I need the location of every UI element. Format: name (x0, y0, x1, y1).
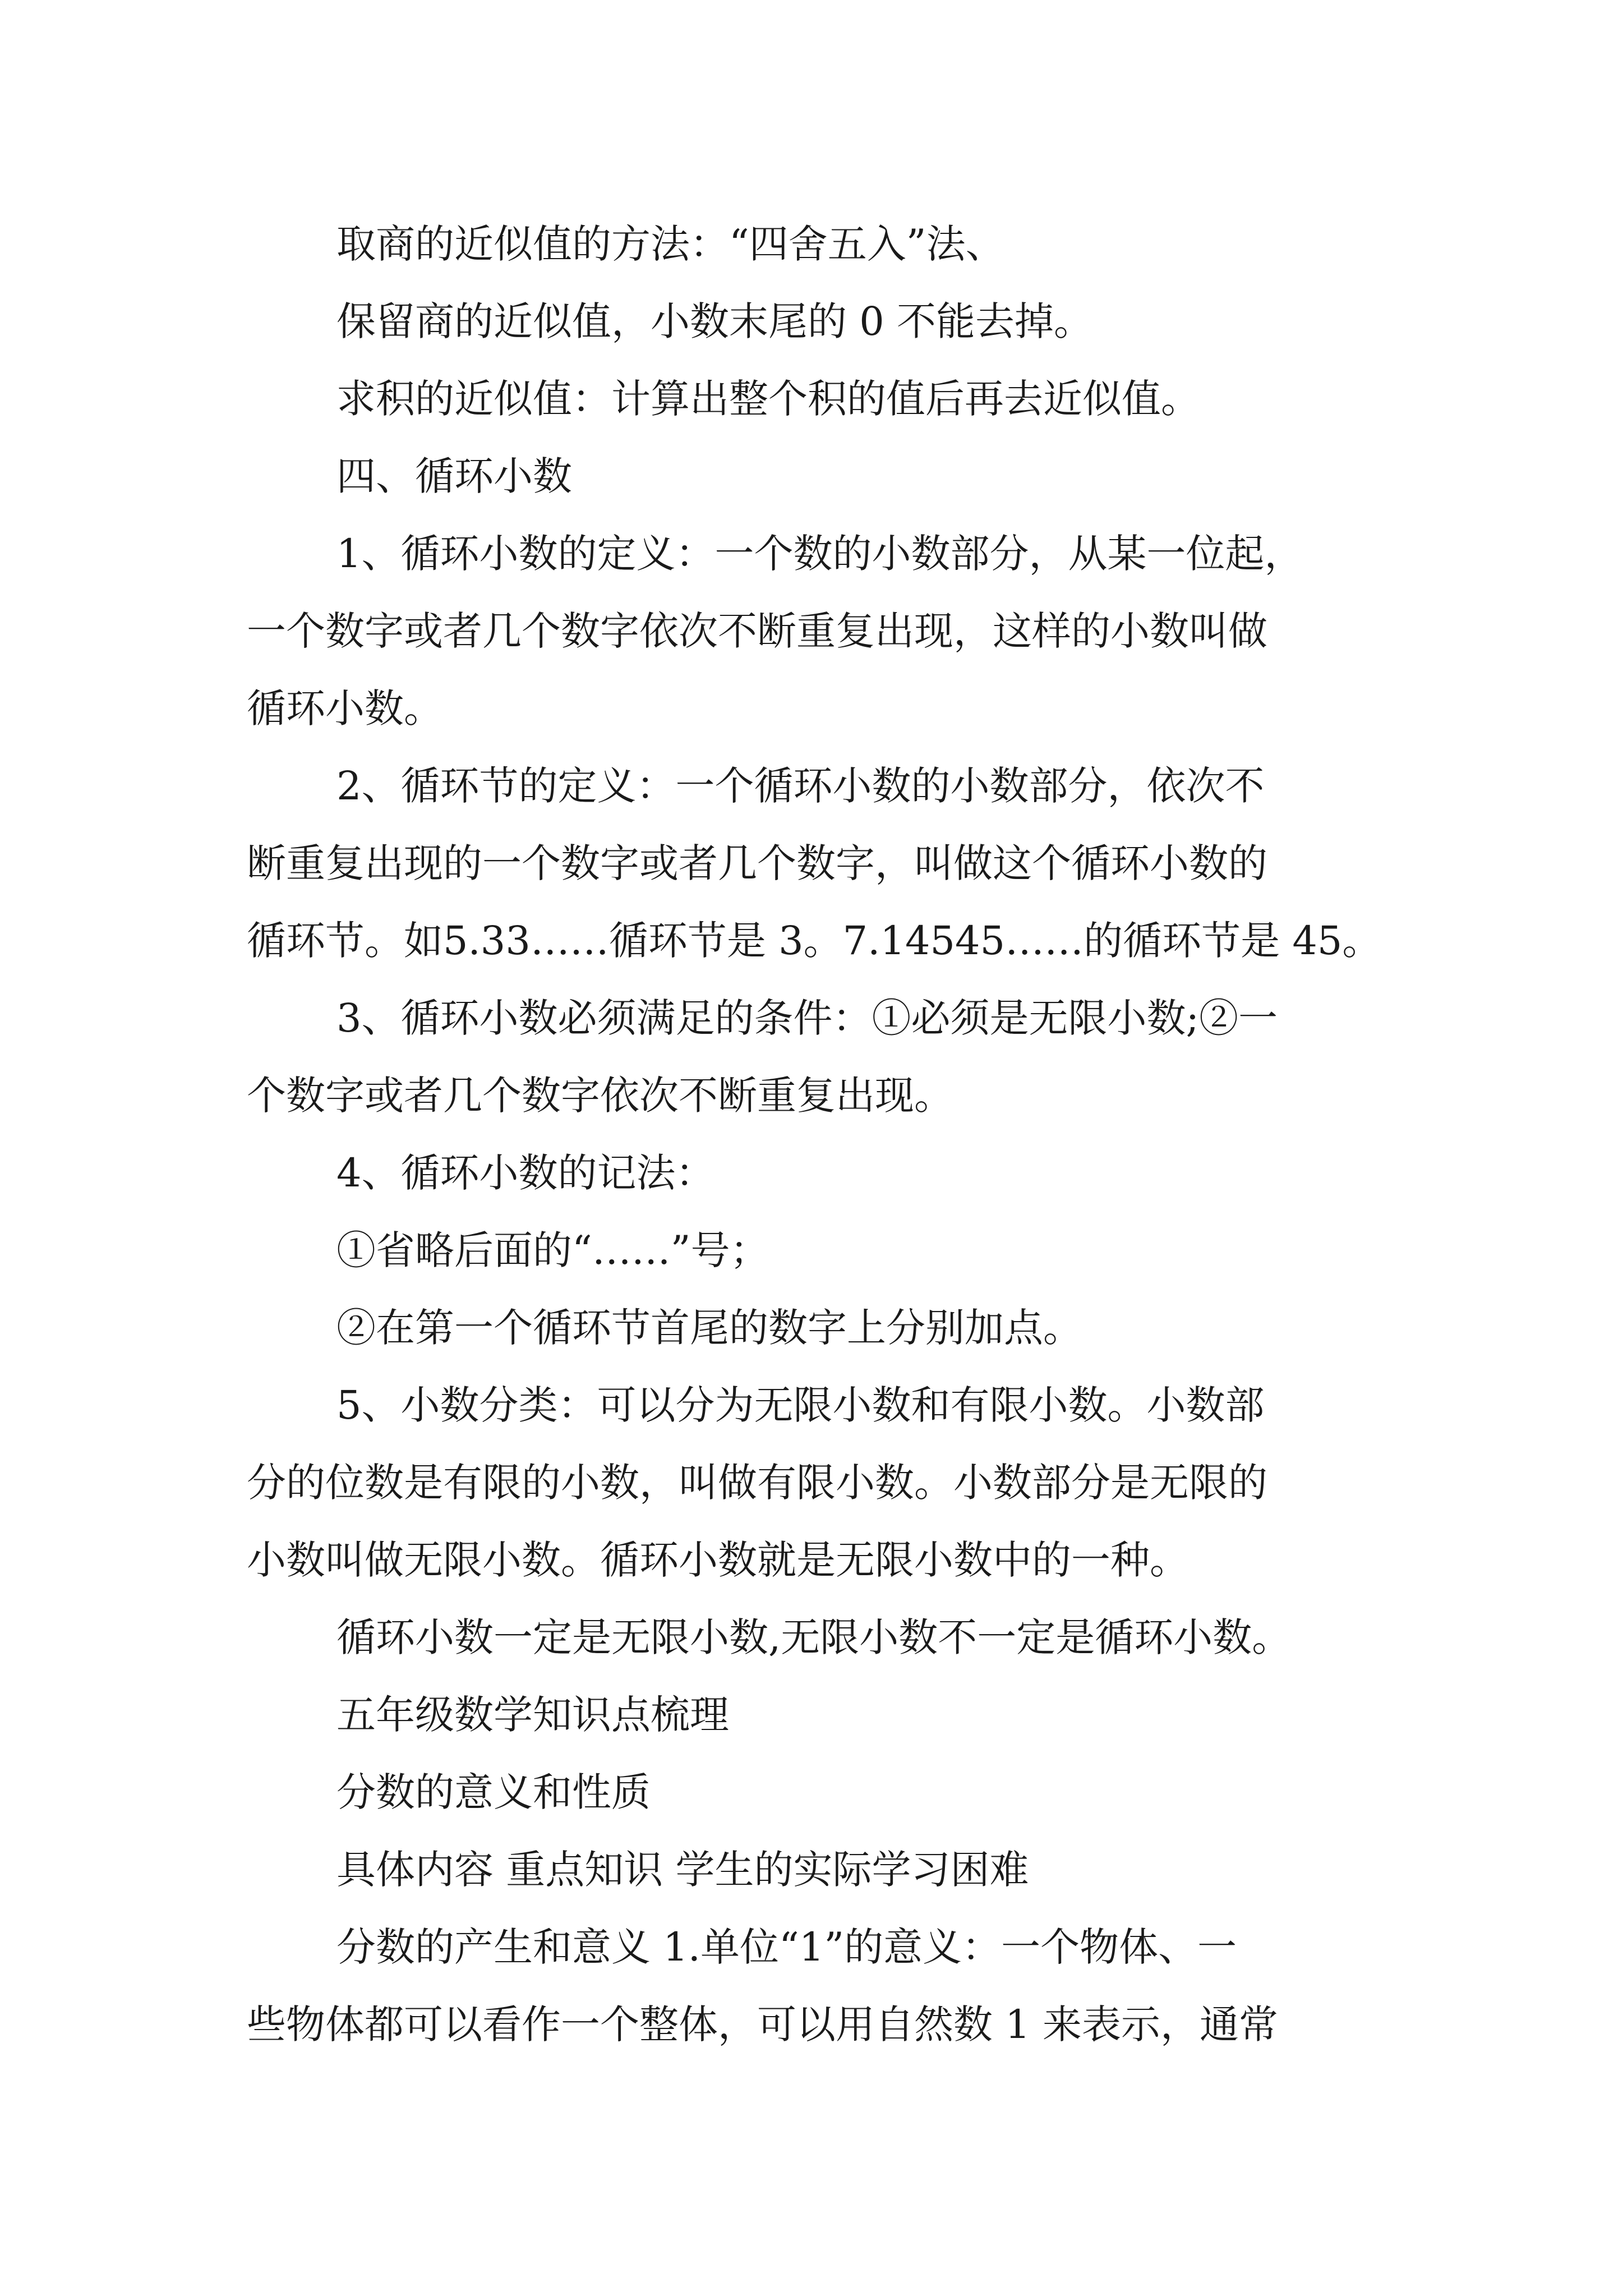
text-line: 个数字或者几个数字依次不断重复出现。 (247, 1073, 953, 1119)
text-line: 循环节。如5.33……循环节是 3。7.14545……的循环节是 45。 (247, 918, 1382, 964)
text-line: 小数叫做无限小数。循环小数就是无限小数中的一种。 (247, 1537, 1189, 1583)
text-line: 些物体都可以看作一个整体，可以用自然数 1 来表示，通常 (247, 2001, 1279, 2047)
text-line: 2、循环节的定义：一个循环小数的小数部分，依次不 (336, 763, 1265, 809)
text-line: 3、循环小数必须满足的条件：①必须是无限小数;②一 (336, 995, 1278, 1041)
section-heading: 分数的意义和性质 (336, 1769, 651, 1815)
text-line: ②在第一个循环节首尾的数字上分别加点。 (336, 1305, 1082, 1351)
text-line: 4、循环小数的记法： (336, 1150, 715, 1196)
text-line: ①省略后面的“……”号； (336, 1227, 769, 1273)
text-line: 1、循环小数的定义：一个数的小数部分，从某一位起， (336, 531, 1304, 577)
text-line: 取商的近似值的方法：“四舍五入”法、 (336, 221, 1005, 267)
text-line: 断重复出现的一个数字或者几个数字，叫做这个循环小数的 (247, 840, 1267, 886)
text-line: 循环小数一定是无限小数,无限小数不一定是循环小数。 (336, 1614, 1292, 1660)
text-line: 5、小数分类：可以分为无限小数和有限小数。小数部 (336, 1382, 1265, 1428)
text-line: 保留商的近似值，小数末尾的 0 不能去掉。 (336, 298, 1094, 344)
text-line: 分数的产生和意义 1.单位“1”的意义：一个物体、一 (336, 1924, 1237, 1970)
text-line: 具体内容 重点知识 学生的实际学习困难 (336, 1847, 1029, 1893)
text-line: 求积的近似值：计算出整个积的值后再去近似值。 (336, 376, 1200, 422)
section-heading: 四、循环小数 (336, 453, 572, 499)
section-heading: 五年级数学知识点梳理 (336, 1692, 729, 1738)
text-line: 循环小数。 (247, 685, 443, 731)
text-line: 分的位数是有限的小数，叫做有限小数。小数部分是无限的 (247, 1460, 1267, 1506)
text-line: 一个数字或者几个数字依次不断重复出现，这样的小数叫做 (247, 608, 1267, 654)
